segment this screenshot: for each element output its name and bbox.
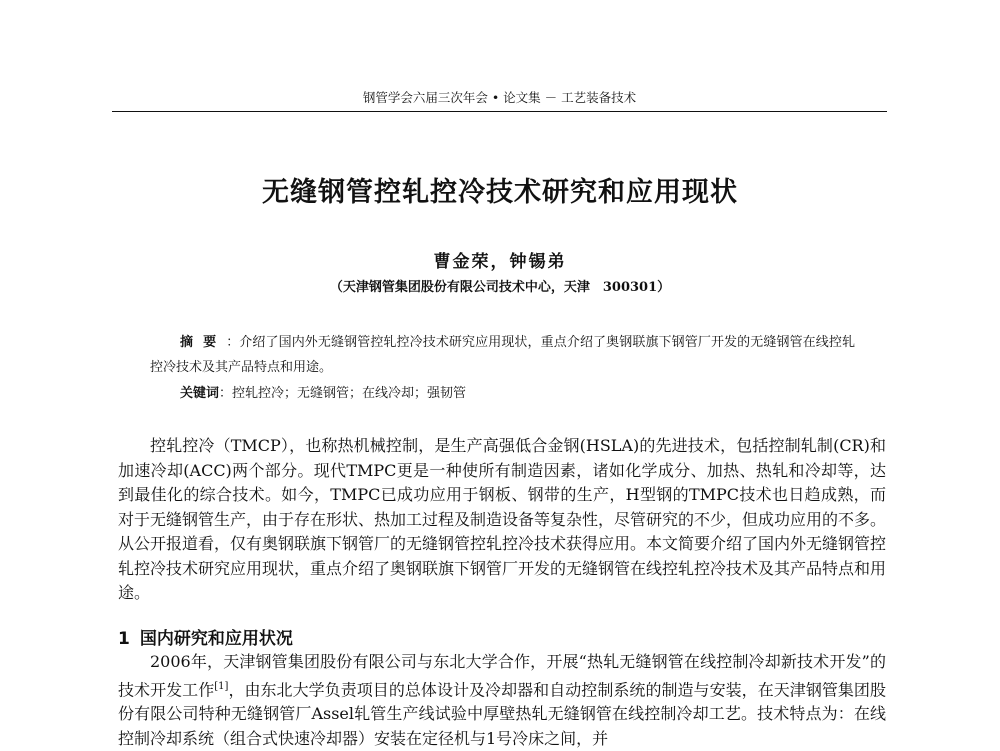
paper-authors: 曹金荣，钟锡弟 — [433, 252, 567, 272]
abstract-label: 摘要 — [180, 335, 227, 350]
keywords-label: 关键词 — [180, 386, 220, 401]
section-title: 国内研究和应用状况 — [139, 629, 293, 649]
keywords-text: ：控轧控冷；无缝钢管；在线冷却；强韧管 — [219, 386, 467, 401]
running-header: 钢管学会六届三次年会 • 论文集 － 工艺装备技术 — [362, 90, 637, 105]
section-text-part1: 2006年，天津钢管集团股份有限公司与东北大学合作，开展“热轧无缝钢管在线控制冷却新技术开发”的技术开发工作 — [118, 652, 886, 699]
header-rule — [112, 111, 887, 112]
section-text-part2: ，由东北大学负责项目的总体设计及冷却器和自动控制系统的制造与安装，在天津钢管集团股份有限公司特种无缝钢管厂Assel轧管生产线试验中厚壁热轧无缝钢管在线控制冷却工艺。技术特点为：在线控制冷却系统（组合式快速冷却器）安装在定径机与1号冷床之间，并 — [118, 679, 886, 748]
paper-affiliation: （天津钢管集团股份有限公司技术中心，天津 300301） — [329, 280, 671, 295]
intro-paragraph: 控轧控冷（TMCP），也称热机械控制，是生产高强低合金钢(HSLA)的先进技术，包括控制轧制(CR)和加速冷却(ACC)两个部分。现代TMPC更是一种使所有制造因素，诸如化学成分、加热、热轧和冷却等，达到最佳化的综合技术。如今，TMPC已成功应用于钢板、钢带的生产，H型钢的TMPC技术也日趋成熟，而对于无缝钢管生产，由于存在形状、热加工过程及制造设备等复杂性，尽管研究的不少，但成功应用的不多。从公开报道看，仅有奥钢联旗下钢管厂的无缝钢管控轧控冷技术获得应用。本文简要介绍了国内外无缝钢管控轧控冷技术研究应用现状，重点介绍了奥钢联旗下钢管厂开发的无缝钢管在线控轧控冷技术及其产品特点和用途。 — [118, 436, 887, 602]
abstract-text: ：介绍了国内外无缝钢管控轧控冷技术研究应用现状，重点介绍了奥钢联旗下钢管厂开发的无缝钢管在线控轧控冷技术及其产品特点和用途。 — [150, 335, 855, 375]
section-paragraph — [118, 650, 886, 751]
section-number: 1 — [118, 629, 130, 649]
section-heading — [118, 624, 818, 649]
paper-title: 无缝钢管控轧控冷技术研究和应用现状 — [262, 177, 738, 208]
keywords — [180, 384, 860, 404]
abstract — [150, 330, 855, 380]
citation-ref[interactable]: [1] — [214, 680, 229, 692]
